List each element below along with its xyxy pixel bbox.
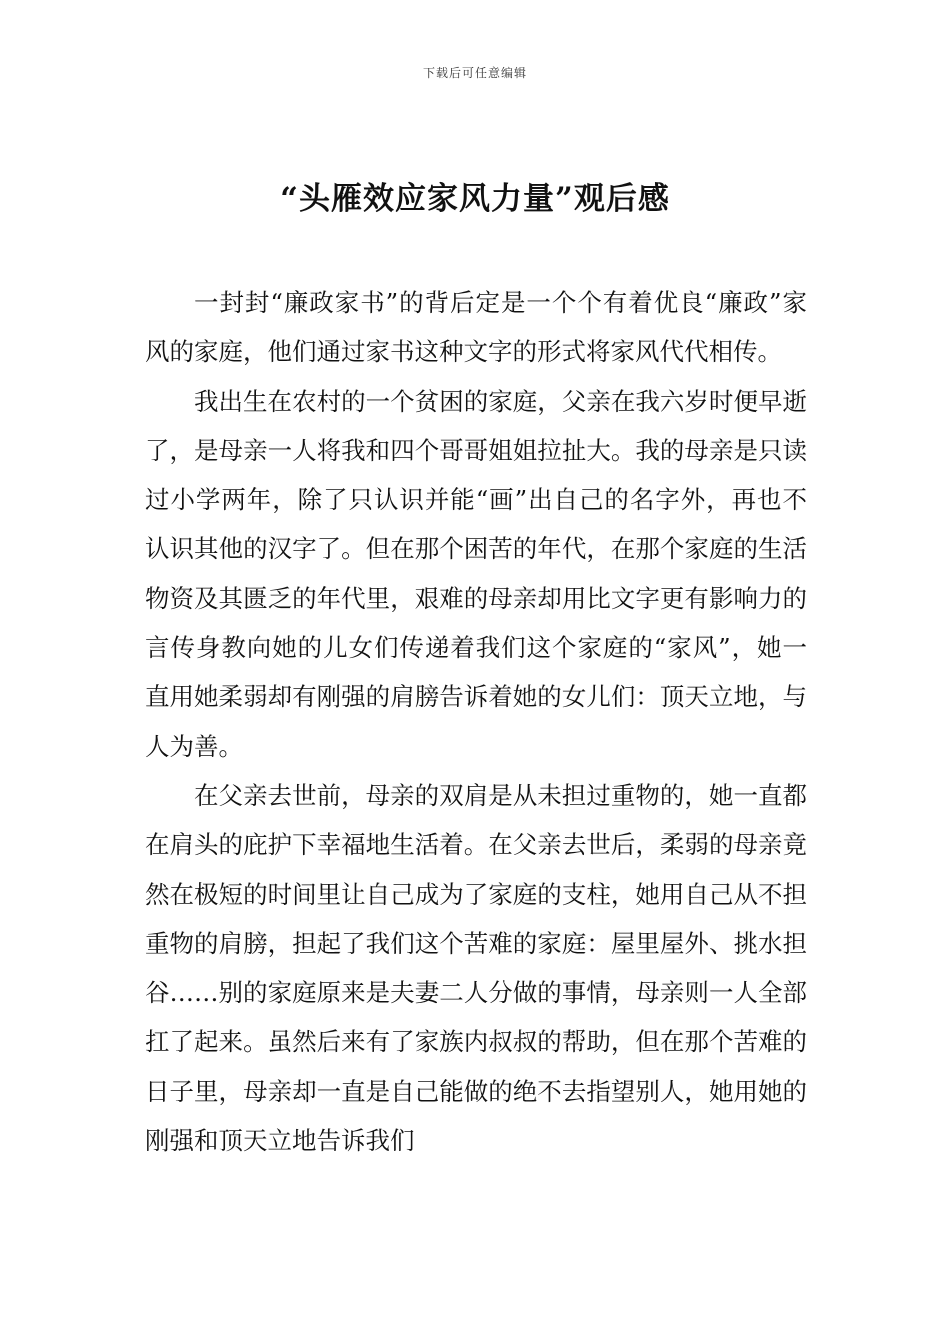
document-title: “头雁效应家风力量”观后感: [280, 181, 670, 217]
paragraph-2: 我出生在农村的一个贫困的家庭，父亲在我六岁时便早逝了，是母亲一人将我和四个哥哥姐姐拉扯大。我的母亲是只读过小学两年，除了只认识并能“画”出自己的名字外，再也不认识其他的汉字了。但在那个困苦的年代，在那个家庭的生活物资及其匮乏的年代里，艰难的母亲却用比文字更有影响力的言传身教向她的儿女们传递着我们这个家庭的“家风”，她一直用她柔弱却有刚强的肩膀告诉着她的女儿们：顶天立地，与人为善。: [145, 386, 807, 761]
paragraph-3: 在父亲去世前，母亲的双肩是从未担过重物的，她一直都在肩头的庇护下幸福地生活着。在父亲去世后，柔弱的母亲竟然在极短的时间里让自己成为了家庭的支柱，她用自己从不担重物的肩膀，担起了我们这个苦难的家庭：屋里屋外、挑水担谷……别的家庭原来是夫妻二人分做的事情，母亲则一人全部扛了起来。虽然后来有了家族内叔叔的帮助，但在那个苦难的日子里，母亲却一直是自己能做的绝不去指望别人，她用她的刚强和顶天立地告诉我们: [145, 780, 807, 1156]
paragraph-1: 一封封“廉政家书”的背后定是一个个有着优良“廉政”家风的家庭，他们通过家书这种文字的形式将家风代代相传。: [145, 288, 807, 367]
document-body: [145, 278, 807, 1165]
header-note: 下载后可任意编辑: [422, 66, 527, 80]
